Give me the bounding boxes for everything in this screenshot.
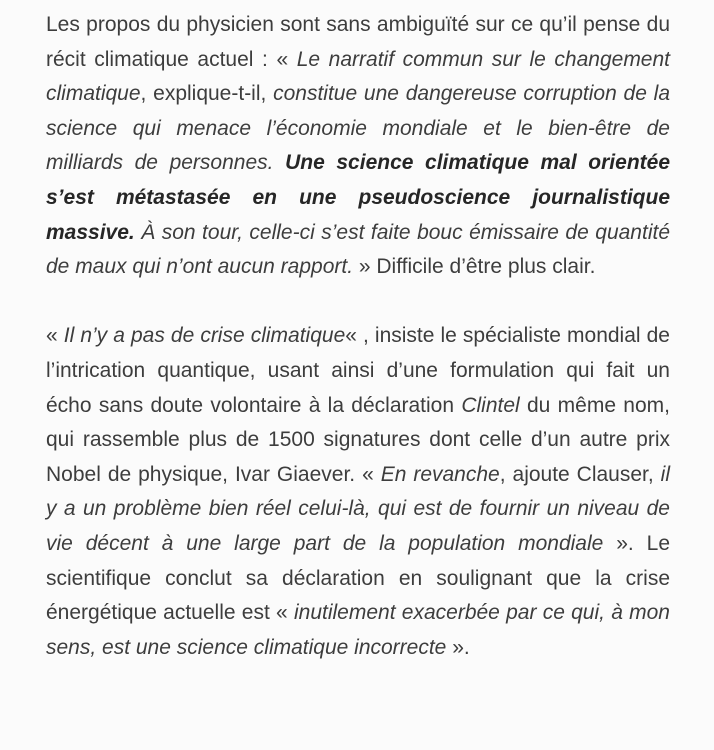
quote-italic: il y a un problème bien réel celui-là, qui est de fournir un niveau de vie décent à une large part de la population mondiale [46,462,671,555]
text-run: Les propos du physicien sont sans ambiguïté sur ce qu’il pense du récit climatique actuel : « [46,13,670,71]
declaration-name: Clintel [461,393,520,417]
text-run: , ajoute Clauser, [499,462,661,486]
quote-italic: Il n’y a pas de crise climatique [63,324,346,348]
quote-italic: À son tour, celle-ci s’est faite bouc émissaire de quantité de maux qui n’ont aucun rapport. [46,220,670,279]
quote-italic: inutilement exacerbée par ce qui, à mon sens, est une science climatique incorrecte [46,601,670,659]
text-run: du même nom, qui rassemble plus de 1500 signatures dont celle d’un autre prix Nobel de physique, Ivar Giaever. « [46,393,670,486]
quote-italic: constitue une dangereuse corruption de la science qui menace l’économie mondiale et le bien-être de milliards de personnes. [46,82,670,175]
quote-bold-italic: Une science climatique mal orientée s’est métastasée en une pseudoscience journalistique massive. [46,151,670,244]
text-run: ». Le scientifique conclut sa déclaration en soulignant que la crise énergétique actuelle est « [46,531,670,625]
text-run: « [46,324,64,348]
text-run: , explique-t-il, [140,82,274,106]
text-run: « , insiste le spécialiste mondial de l’intrication quantique, usant ainsi d’une formulation qui fait un écho sans doute volontaire à la déclaration [46,324,670,417]
quote-italic: En revanche [380,462,500,486]
text-run: ». [446,635,470,659]
paragraph-1 [46,8,670,285]
quote-italic: Le narratif commun sur le changement climatique [46,47,671,106]
text-run: » Difficile d’être plus clair. [353,255,596,279]
paragraph-2 [46,319,670,665]
